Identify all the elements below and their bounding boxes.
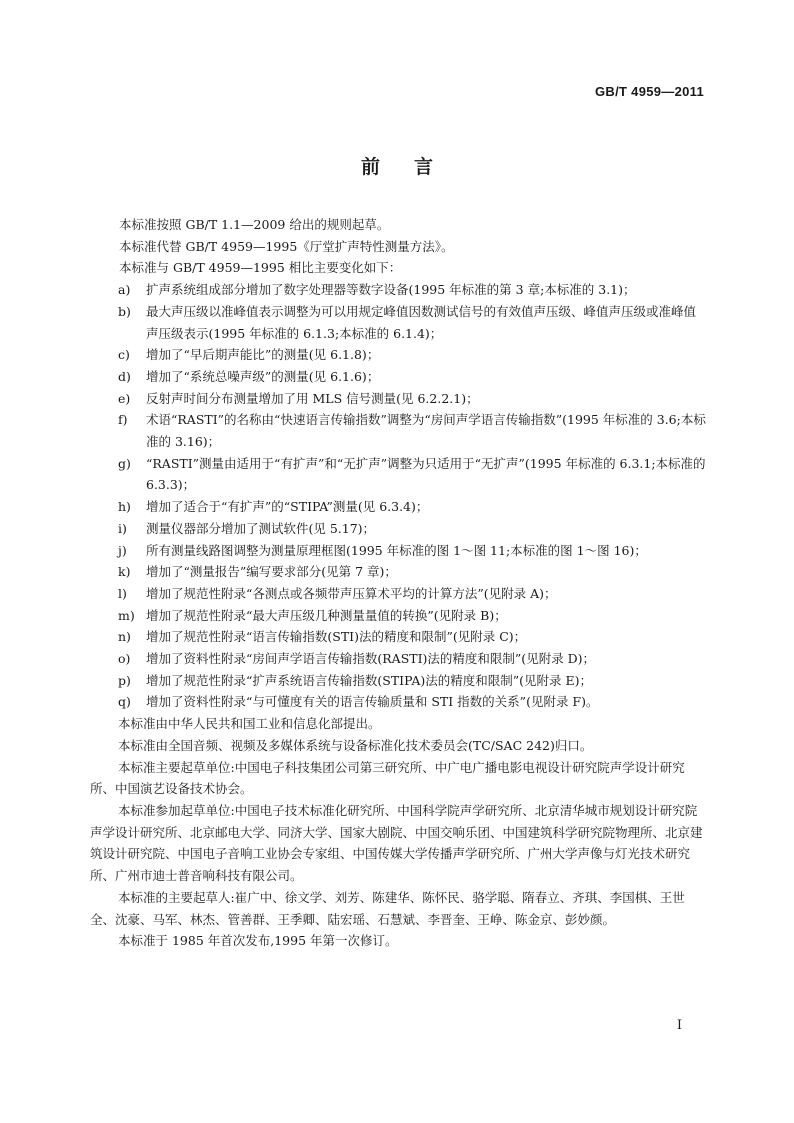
page-number: I — [676, 1018, 682, 1033]
list-item — [118, 540, 706, 562]
item-text: 最大声压级以准峰值表示调整为可以用规定峰值因数测试信号的有效值声压级、峰值声压级或准峰值声压级表示(1995 年标准的 6.1.3;本标准的 6.1.4)； — [146, 303, 697, 341]
item-label: f) — [118, 412, 128, 428]
item-text: 增加了规范性附录“各测点或各频带声压算术平均的计算方法”(见附录 A)； — [146, 585, 557, 601]
item-text: 增加了“测量报告”编写要求部分(见第 7 章)； — [146, 564, 397, 580]
list-item — [118, 605, 706, 627]
item-label: h) — [118, 499, 131, 515]
list-item — [118, 670, 706, 692]
item-label: g) — [118, 455, 131, 471]
item-text: 增加了规范性附录“语言传输指数(STI)法的精度和限制”(见附录 C)； — [146, 629, 527, 645]
item-text: 扩声系统组成部分增加了数字处理器等数字设备(1995 年标准的第 3 章;本标准的 3.1)； — [146, 282, 636, 298]
list-item — [118, 409, 706, 452]
item-label: a) — [118, 282, 131, 298]
item-label: c) — [118, 347, 130, 363]
standard-code: GB/T 4959—2011 — [595, 84, 704, 99]
changes-list — [118, 279, 706, 713]
item-label: l) — [118, 585, 127, 601]
document-body — [90, 214, 706, 952]
item-text: 增加了资料性附录“房间声学语言传输指数(RASTI)法的精度和限制”(见附录 D)； — [146, 651, 596, 667]
item-text: 增加了资料性附录“与可懂度有关的语言传输质量和 STI 指数的关系”(见附录 F)。 — [146, 694, 599, 710]
item-label: d) — [118, 368, 131, 384]
list-item — [118, 648, 706, 670]
list-item — [118, 583, 706, 605]
item-text: 增加了规范性附录“最大声压级几种测量量值的转换”(见附录 B)； — [146, 607, 507, 623]
page-title: 前言 — [360, 156, 467, 178]
list-item — [118, 344, 706, 366]
intro-paragraph: 本标准按照 GB/T 1.1—2009 给出的规则起草。 — [119, 217, 390, 232]
list-item — [118, 496, 706, 518]
item-label: i) — [118, 520, 127, 536]
item-text: 增加了适合于“有扩声”的“STIPA”测量(见 6.3.4)； — [146, 499, 429, 515]
item-label: m) — [118, 607, 135, 623]
intro-paragraph: 本标准代替 GB/T 4959—1995《厅堂扩声特性测量方法》。 — [119, 238, 454, 254]
item-label: b) — [118, 303, 131, 319]
closing-paragraph: 本标准主要起草单位:中国电子科技集团公司第三研究所、中广电广播电影电视设计研究院声学设计研究所、中国演艺设备技术协会。 — [90, 759, 685, 797]
list-item — [118, 453, 706, 496]
item-label: q) — [118, 694, 131, 710]
item-text: 所有测量线路图调整为测量原理框图(1995 年标准的图 1～图 11;本标准的图 1～图 16)； — [146, 542, 647, 558]
closing-paragraph: 本标准由全国音频、视频及多媒体系统与设备标准化技术委员会(TC/SAC 242)归口。 — [118, 737, 593, 753]
item-label: o) — [118, 651, 131, 667]
item-text: 增加了规范性附录“扩声系统语言传输指数(STIPA)法的精度和限制”(见附录 E)； — [146, 672, 593, 688]
item-label: p) — [118, 672, 131, 688]
item-label: n) — [118, 629, 131, 645]
list-item — [118, 301, 706, 344]
closing-paragraph: 本标准由中华人民共和国工业和信息化部提出。 — [118, 716, 381, 732]
list-item — [118, 388, 706, 410]
item-label: e) — [118, 390, 131, 406]
item-text: “RASTI”测量由适用于“有扩声”和“无扩声”调整为只适用于“无扩声”(1995 年标准的 6.3.1;本标准的 6.3.3)； — [146, 455, 706, 493]
list-item — [118, 691, 706, 713]
item-text: 测量仪器部分增加了测试软件(见 5.17)； — [146, 520, 376, 536]
list-item — [118, 279, 706, 301]
intro-paragraph: 本标准与 GB/T 4959—1995 相比主要变化如下： — [119, 260, 402, 276]
closing-section — [90, 713, 706, 952]
closing-paragraph: 本标准的主要起草人:崔广中、徐文学、刘芳、陈建华、陈怀民、骆学聪、隋春立、齐琪、李国棋、王世全、沈豪、马军、林杰、管善群、王季卿、陆宏瑶、石慧斌、李晋奎、王峥、陈金京、彭妙颜。 — [90, 889, 685, 927]
closing-paragraph: 本标准参加起草单位:中国电子技术标准化研究所、中国科学院声学研究所、北京清华城市规划设计研究院声学设计研究所、北京邮电大学、同济大学、国家大剧院、中国交响乐团、中国建筑科学研究院物理所、北京建筑设计研究院、中国电子音响工业协会专家组、中国传媒大学传播声学研究所、广州大学声像与灯光技术研究所、广州市迪士普音响科技有限公司。 — [90, 802, 703, 884]
item-text: 增加了“系统总噪声级”的测量(见 6.1.6)； — [146, 368, 380, 384]
list-item — [118, 561, 706, 583]
item-text: 增加了“早后期声能比”的测量(见 6.1.8)； — [146, 347, 380, 363]
list-item — [118, 518, 706, 540]
list-item — [118, 626, 706, 648]
item-label: k) — [118, 564, 131, 580]
closing-paragraph: 本标准于 1985 年首次发布,1995 年第一次修订。 — [118, 933, 398, 949]
item-text: 术语“RASTI”的名称由“快速语言传输指数”调整为“房间声学语言传输指数”(1995 年标准的 3.6;本标准的 3.16)； — [146, 412, 706, 450]
item-text: 反射声时间分布测量增加了用 MLS 信号测量(见 6.2.2.1)； — [146, 390, 479, 406]
item-label: j) — [118, 542, 127, 558]
list-item — [118, 366, 706, 388]
